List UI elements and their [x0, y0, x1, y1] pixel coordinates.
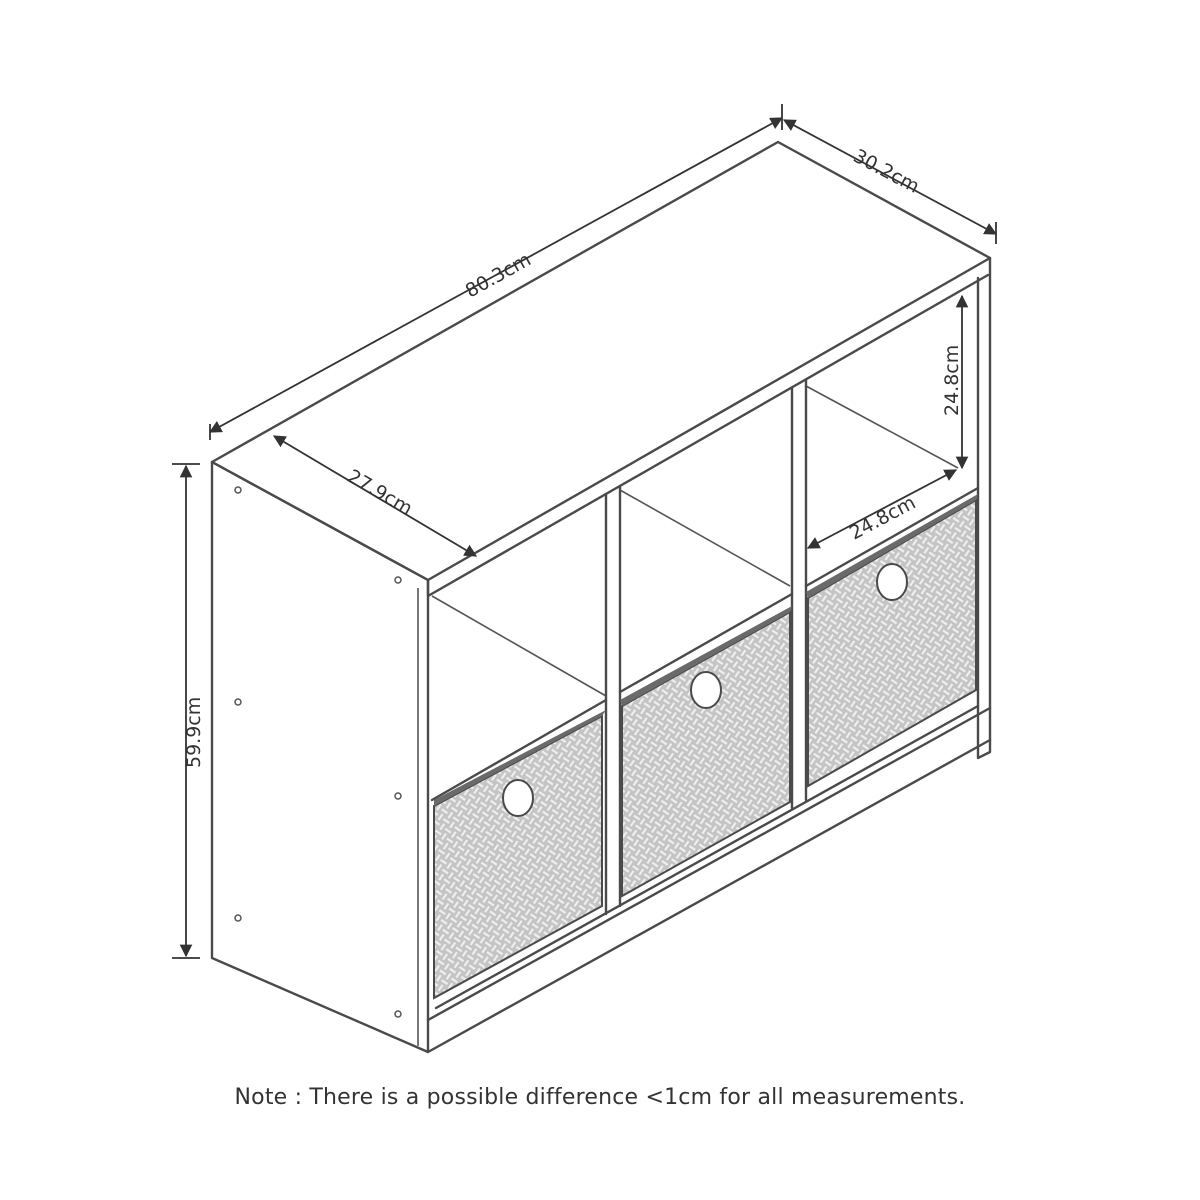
dimension-height	[172, 464, 205, 958]
dimension-cube-height-label: 24.8cm	[941, 344, 963, 416]
dimension-cube-width	[274, 436, 476, 556]
dimension-depth	[784, 120, 996, 244]
dimension-cube-depth-label: 24.8cm	[846, 491, 920, 545]
measurement-note: Note : There is a possible difference <1cm for all measurements.	[234, 1085, 966, 1110]
screw-holes	[235, 487, 401, 1017]
bin-handle-hole-icon	[503, 780, 533, 816]
dimension-width-label: 80.3cm	[461, 248, 535, 303]
left-side-panel	[212, 462, 428, 1052]
dimension-cube-width-label: 27.9cm	[343, 465, 417, 520]
right-side-panel	[978, 258, 990, 758]
cube-back-edge-3	[806, 386, 958, 468]
dimension-depth-label: 30.2cm	[849, 144, 923, 198]
vertical-divider-2	[792, 380, 806, 808]
storage-bin-2	[620, 606, 792, 896]
bin-handle-hole-icon	[691, 672, 721, 708]
vertical-divider-1	[606, 486, 620, 914]
storage-bin-1	[434, 710, 606, 998]
cube-back-edge-1	[432, 596, 606, 696]
cube-back-edge-2	[620, 490, 790, 586]
bin-handle-hole-icon	[877, 564, 907, 600]
dimension-cube-height	[941, 296, 963, 468]
dimension-height-label: 59.9cm	[183, 696, 205, 768]
dimension-width	[210, 104, 782, 440]
